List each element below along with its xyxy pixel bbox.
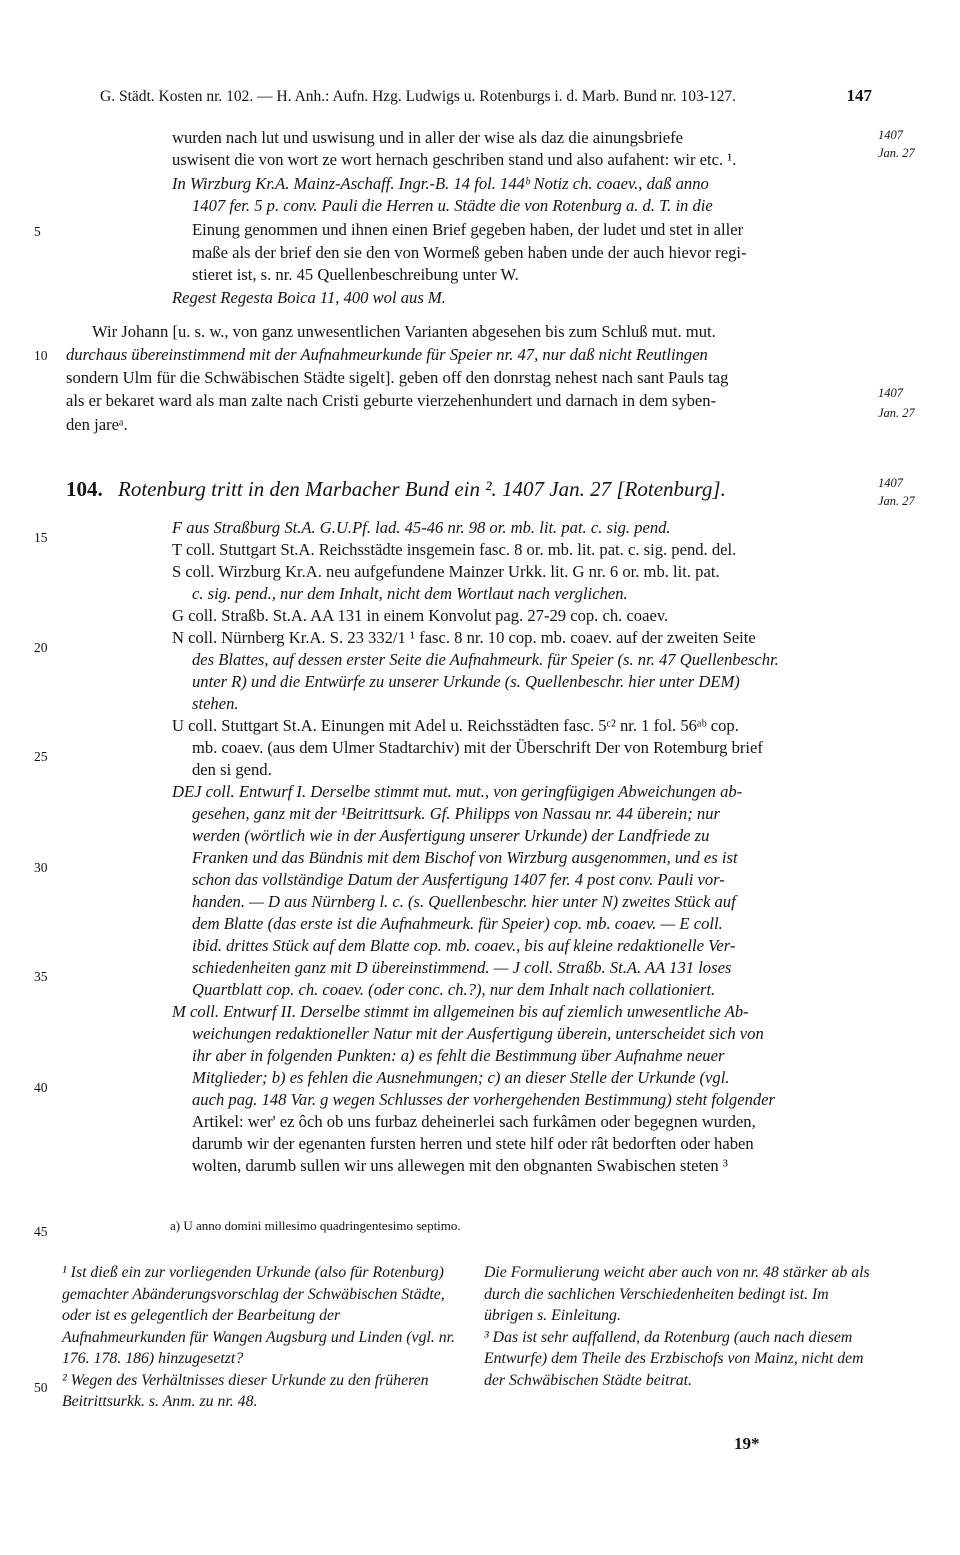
text-line: Regest Regesta Boica 11, 400 wol aus M. xyxy=(172,288,446,307)
source-line: N coll. Nürnberg Kr.A. S. 23 332/1 ¹ fasc. 8 nr. 10 cop. mb. coaev. auf der zweiten Seite xyxy=(172,628,756,647)
source-line: gesehen, ganz mit der ¹Beitrittsurk. Gf. Philipps von Nassau nr. 44 überein; nur xyxy=(192,804,720,823)
source-line: stehen. xyxy=(192,694,239,713)
line-number: 20 xyxy=(34,640,48,655)
source-line: c. sig. pend., nur dem Inhalt, nicht dem Wortlaut nach verglichen. xyxy=(192,584,628,603)
source-line: schon das vollständige Datum der Ausfertigung 1407 fer. 4 post conv. Pauli vor- xyxy=(192,870,725,889)
source-line: Quartblatt cop. ch. coaev. (oder conc. ch.?), nur dem Inhalt nach collationiert. xyxy=(192,980,716,999)
source-line: ihr aber in folgenden Punkten: a) es fehlt die Bestimmung über Aufnahme neuer xyxy=(192,1046,725,1065)
source-line: handen. — D aus Nürnberg l. c. (s. Quellenbeschr. hier unter N) zweites Stück auf xyxy=(192,892,736,911)
source-line: darumb wir der egenanten fursten herren und stete hilf oder rât bedorften oder haben xyxy=(192,1134,754,1153)
source-line: auch pag. 148 Var. g wegen Schlusses der vorhergehenden Bestimmung) steht folgender xyxy=(192,1090,775,1109)
footnote: ³ Das ist sehr auffallend, da Rotenburg (auch nach diesem Entwurfe) dem Theile des Erzbischofs von Mainz, nicht dem der Schwäbischen Städte beitrat. xyxy=(484,1328,864,1389)
document-number: 104. xyxy=(66,477,103,501)
source-line: des Blattes, auf dessen erster Seite die Aufnahmeurk. für Speier (s. nr. 47 Quellenbeschr. xyxy=(192,650,779,669)
line-number: 25 xyxy=(34,749,48,764)
footnote: Die Formulierung weicht aber auch von nr. 48 stärker ab als durch die sachlichen Verschiedenheiten bedingt ist. Im übrigen s. Einleitung. xyxy=(484,1264,870,1324)
variant-footnote: a) U anno domini millesimo quadringentesimo septimo. xyxy=(170,1218,461,1233)
header-text: G. Städt. Kosten nr. 102. — H. Anh.: Aufn. Hzg. Ludwigs u. Rotenburgs i. d. Marb. Bund nr. 103-127. xyxy=(100,88,737,105)
footnote: ¹ Ist dieß ein zur vorliegenden Urkunde (also für Rotenburg) gemachter Abänderungsvorschlag der Schwäbischen Städte, oder ist es gelegentlich der Bearbeitung der Aufnahmeurkunden für Wangen Augsburg und Linden (vgl. nr. 176. 178. 186) hinzugesetzt? xyxy=(62,1264,456,1367)
source-line: werden (wörtlich wie in der Ausfertigung unserer Urkunde) der Landfriede zu xyxy=(192,826,710,845)
margin-date: Jan. 27 xyxy=(878,406,915,420)
source-line: Mitglieder; b) es fehlen die Ausnehmungen; c) an dieser Stelle der Urkunde (vgl. xyxy=(192,1068,730,1087)
source-line: Franken und das Bündnis mit dem Bischof von Wirzburg ausgenommen, und es ist xyxy=(192,848,738,867)
text-line: als er bekaret ward als man zalte nach Cristi geburte vierzehenhundert und darnach in dem syben- xyxy=(66,391,717,410)
text-line: Wir Johann [u. s. w., von ganz unwesentlichen Varianten abgesehen bis zum Schluß mut. mut. xyxy=(92,322,716,341)
margin-date: Jan. 27 xyxy=(878,146,915,160)
text-line: uswisent die von wort ze wort hernach geschriben stand und also aufahent: wir etc. ¹. xyxy=(172,150,737,169)
text-line: maße als der brief den sie den von Wormeß geben haben unde der auch hievor regi- xyxy=(192,243,747,262)
line-number: 35 xyxy=(34,969,48,984)
source-line: M coll. Entwurf II. Derselbe stimmt im allgemeinen bis auf ziemlich unwesentliche Ab- xyxy=(172,1002,749,1021)
margin-date: 1407 xyxy=(878,128,903,142)
signature-mark: 19* xyxy=(734,1434,760,1453)
margin-date: 1407 xyxy=(878,386,903,400)
text-line: Einung genommen und ihnen einen Brief gegeben haben, der ludet und stet in aller xyxy=(192,220,744,239)
text-line: stieret ist, s. nr. 45 Quellenbeschreibung unter W. xyxy=(192,265,519,284)
margin-date: Jan. 27 xyxy=(878,494,915,508)
footnotes-left-column xyxy=(62,1262,462,1413)
line-number: 40 xyxy=(34,1080,48,1095)
footnote: ² Wegen des Verhältnisses dieser Urkunde zu den früheren Beitrittsurkk. s. Anm. zu nr. 48. xyxy=(62,1371,429,1410)
source-line: mb. coaev. (aus dem Ulmer Stadtarchiv) mit der Überschrift Der von Rotemburg brief xyxy=(192,738,763,757)
line-number: 5 xyxy=(34,224,41,239)
source-line: unter R) und die Entwürfe zu unserer Urkunde (s. Quellenbeschr. hier unter DEM) xyxy=(192,672,740,691)
text-line: In Wirzburg Kr.A. Mainz-Aschaff. Ingr.-B. 14 fol. 144ᵇ Notiz ch. coaev., daß anno xyxy=(172,174,709,193)
source-line: Artikel: wer' ez ôch ob uns furbaz deheinerlei sach furkâmen oder begegnen wurden, xyxy=(192,1112,756,1131)
margin-date: 1407 xyxy=(878,476,903,490)
source-line: schiedenheiten ganz mit D übereinstimmend. — J coll. Straßb. St.A. AA 131 loses xyxy=(192,958,732,977)
text-line: durchaus übereinstimmend mit der Aufnahmeurkunde für Speier nr. 47, nur daß nicht Reutlingen xyxy=(66,345,708,364)
source-line: den si gend. xyxy=(192,760,272,779)
source-line: ibid. drittes Stück auf dem Blatte cop. mb. coaev., bis auf kleine redaktionelle Ver- xyxy=(192,936,736,955)
document-heading: Rotenburg tritt in den Marbacher Bund ein ². 1407 Jan. 27 [Rotenburg]. xyxy=(118,477,726,501)
running-header xyxy=(100,88,872,106)
source-line: F aus Straßburg St.A. G.U.Pf. lad. 45-46 nr. 98 or. mb. lit. pat. c. sig. pend. xyxy=(172,518,671,537)
source-line: U coll. Stuttgart St.A. Einungen mit Adel u. Reichsstädten fasc. 5ᶜ² nr. 1 fol. 56ᵃᵇ cop. xyxy=(172,716,739,735)
document-title xyxy=(66,477,872,502)
line-number: 15 xyxy=(34,530,48,545)
source-line: weichungen redaktioneller Natur mit der Ausfertigung überein, unterscheidet sich von xyxy=(192,1024,764,1043)
text-line: sondern Ulm für die Schwäbischen Städte sigelt]. geben off den donrstag nehest nach sant Pauls tag xyxy=(66,368,729,387)
line-number: 45 xyxy=(34,1224,48,1239)
source-line: S coll. Wirzburg Kr.A. neu aufgefundene Mainzer Urkk. lit. G nr. 6 or. mb. lit. pat. xyxy=(172,562,720,581)
text-line: 1407 fer. 5 p. conv. Pauli die Herren u. Städte die von Rotenburg a. d. T. in die xyxy=(192,196,713,215)
line-number: 50 xyxy=(34,1380,48,1395)
text-line: den jareᵃ. xyxy=(66,415,128,434)
line-number: 30 xyxy=(34,860,48,875)
source-line: G coll. Straßb. St.A. AA 131 in einem Konvolut pag. 27-29 cop. ch. coaev. xyxy=(172,606,669,625)
source-line: wolten, darumb sullen wir uns allewegen mit den obgnanten Swabischen steten ³ xyxy=(192,1156,728,1175)
footnotes-right-column xyxy=(484,1262,872,1391)
source-line: dem Blatte (das erste ist die Aufnahmeurk. für Speier) cop. mb. coaev. — E coll. xyxy=(192,914,723,933)
source-line: DEJ coll. Entwurf I. Derselbe stimmt mut. mut., von geringfügigen Abweichungen ab- xyxy=(172,782,743,801)
text-line: wurden nach lut und uswisung und in aller der wise als daz die ainungsbriefe xyxy=(172,128,684,147)
page-number: 147 xyxy=(846,86,872,105)
line-number: 10 xyxy=(34,348,48,363)
source-line: T coll. Stuttgart St.A. Reichsstädte insgemein fasc. 8 or. mb. lit. pat. c. sig. pend. del. xyxy=(172,540,737,559)
